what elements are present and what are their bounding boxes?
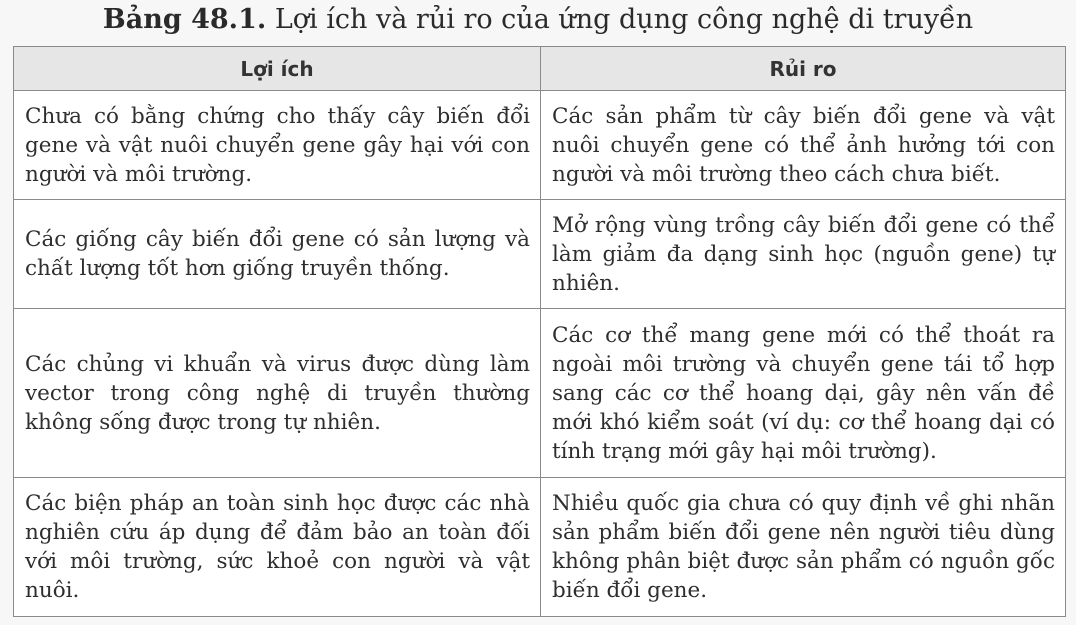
- header-benefits: Lợi ích: [14, 47, 541, 91]
- table-caption: [0, 2, 1076, 44]
- table-number: Bảng 48.1.: [102, 4, 267, 35]
- table-row: [14, 478, 1066, 617]
- risk-cell: Mở rộng vùng trồng cây biến đổi gene có thể làm giảm đa dạng sinh học (nguồn gene) tự nhiên.: [541, 200, 1066, 309]
- risk-cell: Các sản phẩm từ cây biến đổi gene và vật nuôi chuyển gene có thể ảnh hưởng tới con người và môi trường theo cách chưa biết.: [541, 91, 1066, 200]
- table-row: [14, 91, 1066, 200]
- risk-cell: Nhiều quốc gia chưa có quy định về ghi nhãn sản phẩm biến đổi gene nên người tiêu dùng không phân biệt được sản phẩm có nguồn gốc biến đổi gene.: [541, 478, 1066, 617]
- benefit-cell: Các biện pháp an toàn sinh học được các nhà nghiên cứu áp dụng để đảm bảo an toàn đối với môi trường, sức khoẻ con người và vật nuôi.: [14, 478, 541, 617]
- table-header-row: [14, 47, 1066, 91]
- header-risks: Rủi ro: [541, 47, 1066, 91]
- table-title: Lợi ích và rủi ro của ứng dụng công nghệ di truyền: [274, 4, 974, 35]
- table-row: [14, 309, 1066, 478]
- table-row: [14, 200, 1066, 309]
- benefit-cell: Các giống cây biến đổi gene có sản lượng và chất lượng tốt hơn giống truyền thống.: [14, 200, 541, 309]
- benefit-cell: Chưa có bằng chứng cho thấy cây biến đổi gene và vật nuôi chuyển gene gây hại với con người và môi trường.: [14, 91, 541, 200]
- benefit-cell: Các chủng vi khuẩn và virus được dùng làm vector trong công nghệ di truyền thường không sống được trong tự nhiên.: [14, 309, 541, 478]
- risk-cell: Các cơ thể mang gene mới có thể thoát ra ngoài môi trường và chuyển gene tái tổ hợp sang các cơ thể hoang dại, gây nên vấn đề mới khó kiểm soát (ví dụ: cơ thể hoang dại có tính trạng mới gây hại môi trường).: [541, 309, 1066, 478]
- benefits-risks-table: [13, 46, 1066, 617]
